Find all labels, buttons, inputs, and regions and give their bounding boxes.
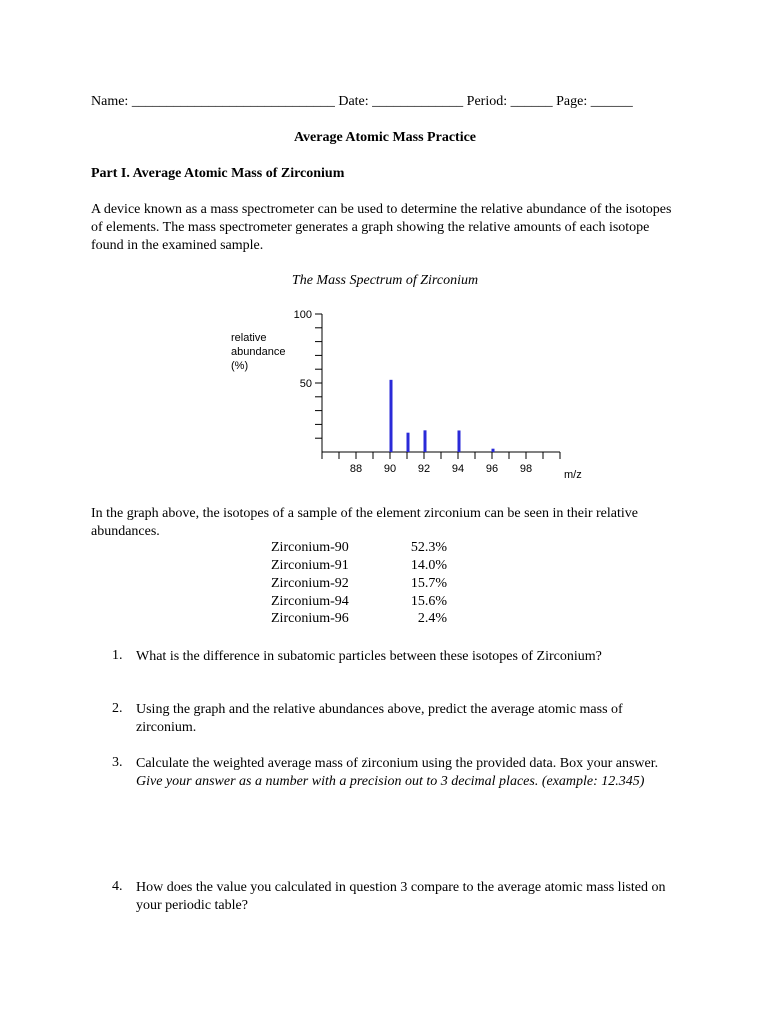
- mass-spectrum-chart: [0, 290, 770, 490]
- chart-bars: [390, 380, 495, 452]
- graph-caption: In the graph above, the isotopes of a sample of the element zirconium can be seen in their relative abundances.: [91, 506, 638, 539]
- isotope-abundance: 52.3%: [410, 540, 447, 555]
- name-label: Name:: [91, 94, 129, 109]
- isotope-abundance: 2.4%: [417, 611, 447, 626]
- isotope-name: Zirconium-94: [271, 594, 349, 609]
- period-blank: ______: [510, 94, 553, 109]
- x-tick-label: 98: [519, 463, 533, 475]
- isotope-abundance: 15.6%: [410, 594, 447, 609]
- x-ticks: [322, 452, 560, 475]
- question-text: Using the graph and the relative abundances above, predict the average atomic mass of zirconium.: [136, 702, 623, 735]
- name-blank: _____________________________: [131, 94, 335, 109]
- page-title: Average Atomic Mass Practice: [293, 130, 477, 145]
- x-tick-label: 88: [349, 463, 363, 475]
- x-tick-label: 90: [383, 463, 397, 475]
- isotope-name: Zirconium-91: [271, 558, 349, 573]
- part-heading: Part I. Average Atomic Mass of Zirconium: [91, 166, 345, 181]
- header-line: [91, 94, 633, 110]
- date-blank: _____________: [372, 94, 464, 109]
- page-label: Page:: [556, 94, 588, 109]
- x-tick-label: 96: [485, 463, 499, 475]
- question-number: 2.: [112, 701, 123, 716]
- y-axis-label-line: relative: [231, 332, 267, 344]
- isotope-abundance: 14.0%: [410, 558, 447, 573]
- question-block: [136, 755, 681, 791]
- y-axis-label-line: abundance: [231, 346, 286, 358]
- question-text: Calculate the weighted average mass of zirconium using the provided data. Box your answer.: [136, 756, 659, 771]
- question-instruction: Give your answer as a number with a precision out to 3 decimal places. (example: 12.345): [136, 774, 645, 789]
- date-label: Date:: [338, 94, 369, 109]
- y-tick-label: 50: [299, 378, 312, 390]
- spectrum-bar: [458, 430, 461, 452]
- y-tick-label: 100: [293, 309, 312, 321]
- isotope-name: Zirconium-96: [271, 611, 349, 626]
- spectrum-bar: [492, 449, 495, 452]
- y-axis-label-line: (%): [231, 360, 249, 372]
- y-ticks: [294, 309, 322, 438]
- intro-paragraph: A device known as a mass spectrometer can be used to determine the relative abundance of the isotopes of elements. The mass spectrometer generates a graph showing the relative amounts of each isotope found in the examined sample.: [91, 202, 672, 253]
- period-label: Period:: [466, 94, 508, 109]
- y-axis-label: [231, 332, 285, 372]
- chart-title: The Mass Spectrum of Zirconium: [291, 273, 479, 288]
- question-text: How does the value you calculated in question 3 compare to the average atomic mass listed on your periodic table?: [136, 880, 666, 913]
- isotope-name: Zirconium-92: [271, 576, 349, 591]
- x-tick-label: 92: [417, 463, 431, 475]
- isotope-abundance: 15.7%: [410, 576, 447, 591]
- x-axis-label: m/z: [564, 469, 582, 481]
- spectrum-bar: [407, 433, 410, 452]
- question-text: What is the difference in subatomic particles between these isotopes of Zirconium?: [136, 649, 602, 664]
- page-blank: ______: [590, 94, 633, 109]
- isotope-name: Zirconium-90: [271, 540, 349, 555]
- x-tick-label: 94: [451, 463, 465, 475]
- chart-axes: [322, 314, 560, 452]
- question-number: 3.: [112, 755, 123, 770]
- spectrum-bar: [424, 430, 427, 452]
- question-number: 1.: [112, 648, 123, 663]
- spectrum-bar: [390, 380, 393, 452]
- question-number: 4.: [112, 879, 123, 894]
